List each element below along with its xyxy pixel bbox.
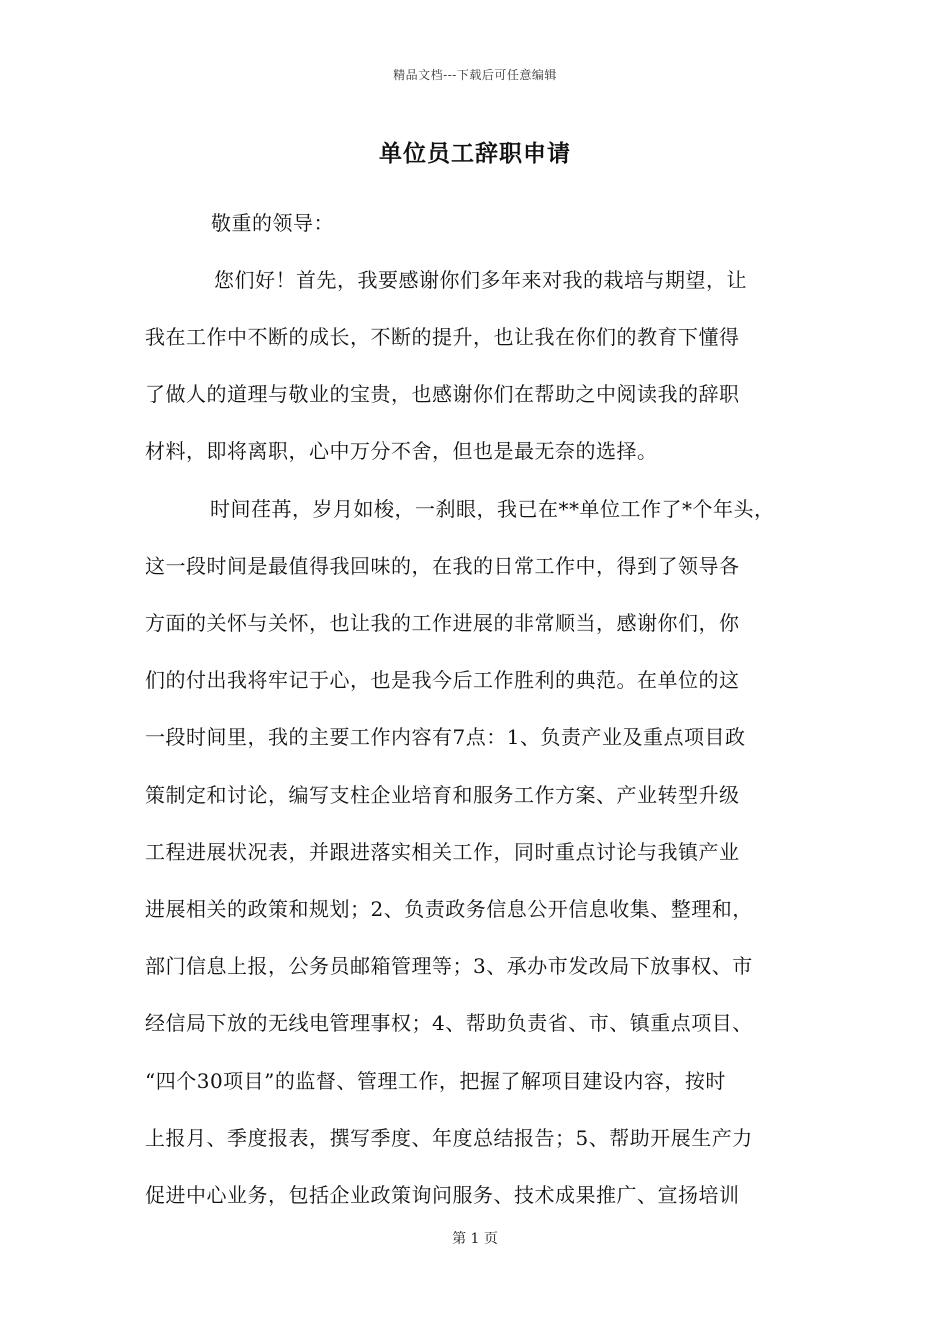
paragraph-line: 经信局下放的无线电管理事权；4、帮助负责省、市、镇重点项目、 <box>145 1011 753 1035</box>
paragraph-line: 了做人的道理与敬业的宝贵，也感谢你们在帮助之中阅读我的辞职 <box>145 382 740 406</box>
paragraph-line: 上报月、季度报表，撰写季度、年度总结报告；5、帮助开展生产力 <box>145 1126 753 1150</box>
paragraph-line: 方面的关怀与关怀，也让我的工作进展的非常顺当，感谢你们，你 <box>145 611 740 635</box>
paragraph-line: 您们好！首先，我要感谢你们多年来对我的栽培与期望，让 <box>214 268 747 292</box>
page-number: 第 1 页 <box>452 1231 498 1247</box>
paragraph-line: 一段时间里，我的主要工作内容有7点：1、负责产业及重点项目政 <box>145 725 746 749</box>
salutation-line: 敬重的领导： <box>211 211 334 235</box>
paragraph-line: 促进中心业务，包括企业政策询问服务、技术成果推广、宣扬培训 <box>145 1183 740 1207</box>
page-header: 精品文档---下载后可任意编辑 <box>393 68 557 82</box>
paragraph-line: “四个30项目”的监督、管理工作，把握了解项目建设内容，按时 <box>145 1069 726 1093</box>
paragraph-line: 部门信息上报，公务员邮箱管理等；3、承办市发改局下放事权、市 <box>145 954 753 978</box>
paragraph-line: 我在工作中不断的成长，不断的提升，也让我在你们的教育下懂得 <box>145 325 740 349</box>
paragraph-line: 们的付出我将牢记于心，也是我今后工作胜利的典范。在单位的这 <box>145 668 740 692</box>
paragraph-line: 时间荏苒，岁月如梭，一刹眼，我已在**单位工作了*个年头， <box>210 497 775 521</box>
paragraph-line: 这一段时间是最值得我回味的，在我的日常工作中，得到了领导各 <box>145 554 740 578</box>
paragraph-line: 材料，即将离职，心中万分不舍，但也是最无奈的选择。 <box>145 439 658 463</box>
document-title: 单位员工辞职申请 <box>379 140 571 167</box>
paragraph-line: 策制定和讨论，编写支柱企业培育和服务工作方案、产业转型升级 <box>145 783 740 807</box>
paragraph-line: 进展相关的政策和规划；2、负责政务信息公开信息收集、整理和， <box>145 897 753 921</box>
paragraph-line: 工程进展状况表，并跟进落实相关工作，同时重点讨论与我镇产业 <box>145 840 740 864</box>
